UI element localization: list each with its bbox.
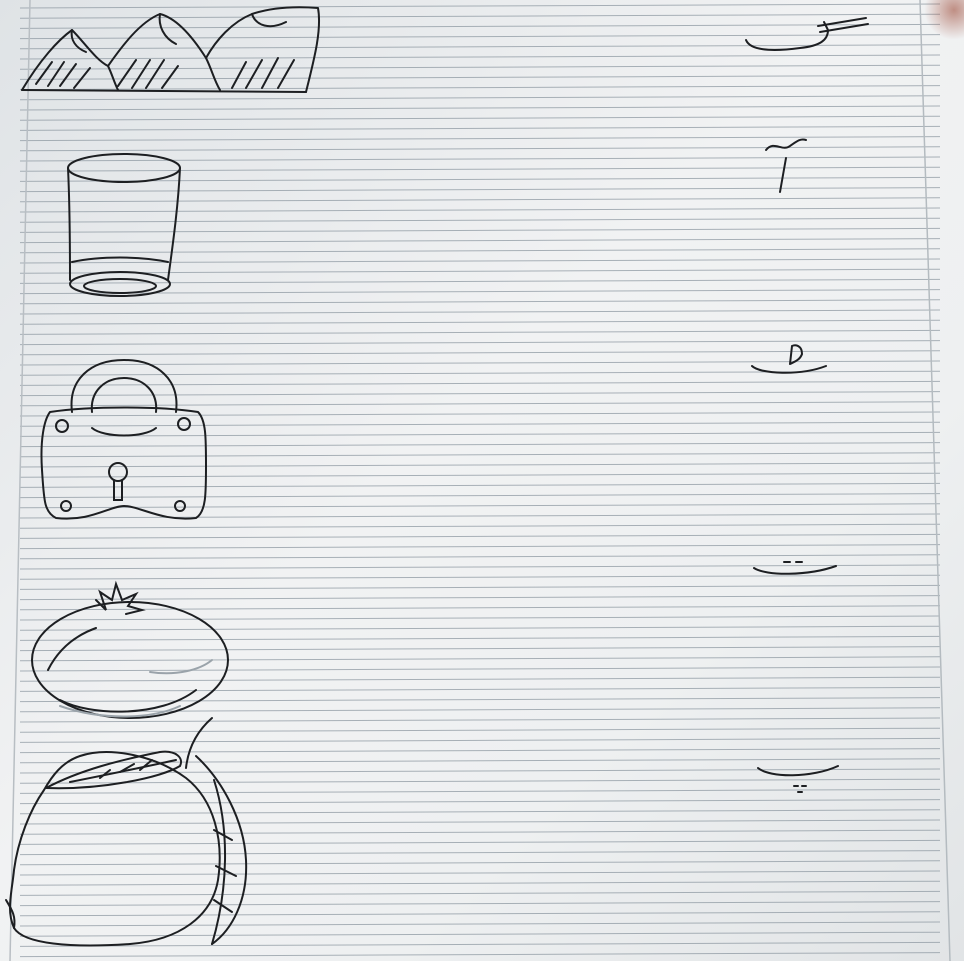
lined-paper bbox=[0, 0, 964, 961]
paper-sheet bbox=[0, 0, 964, 961]
worksheet-photo bbox=[0, 0, 964, 961]
